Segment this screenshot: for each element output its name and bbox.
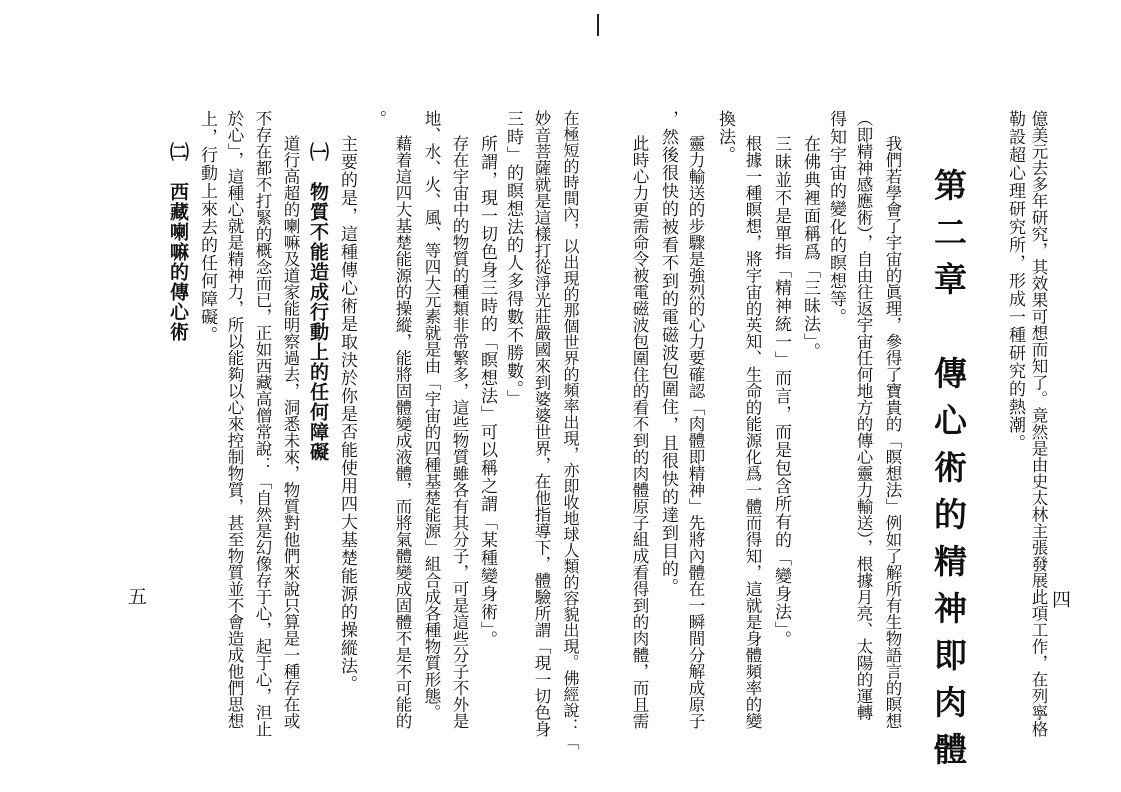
right-col-12: 此時心力更需命令被電磁波包圍住的看不到的肉體原子組成看得到的肉體，而且需 [630,135,649,729]
left-col-8: 。 [366,110,386,128]
left-col-7: 藉着這四大基楚能源的操縱，能將固體變成液體，而將氣體變成固體不是不可能的 [393,135,412,729]
left-col-14: 上，行動上來去的任何障礙。 [197,110,217,344]
right-col-9: 換法。 [715,110,735,164]
left-col-12: 不存在都不打緊的概念而已，正如西藏高僧常說：「自然是幻像存于心，起于心，泹止 [253,110,272,737]
chapter-title: 第二章 傳心術的精神即肉體 [929,168,968,779]
fold-mark [597,14,599,36]
left-col-4: 所謂，現一切色身三時的「瞑想法」可以稱之謂「某種變身術」。 [477,135,497,649]
left-col-11: 道行高超的喇嘛及道家能明察過去，洞悉未來，物質對他們來說只算是一種存在或 [281,135,300,729]
left-col-5: 存在宇宙中的物質的種類非常繁多，這些物質雖各有其分子，可是這些分子不外是 [450,135,469,729]
left-col-3: 三時」的瞑想法的人多得數不勝數。」 [503,110,523,408]
right-col-6: 在佛典裡面稱爲「三昧法」。 [800,135,820,361]
left-heading-2: ㈡ 西藏喇嘛的傳心術 [167,142,189,342]
left-col-9: 主要的是，這種傳心術是取決於你是否能使用四大基楚能源的操縱法。 [337,135,357,693]
left-col-1: 在極短的時間內，以出現的那個世界的頻率出現，亦即收地球人類的容貌出現。佛經說：「 [561,110,580,750]
right-col-1: 億美元去多年研究，其效果可想而知了。竟然是由史太林主張發展此項工作，在列寧格 [1029,110,1048,737]
right-col-7: 三昧並不是單指「精神統一」而言，而是包含所有的「變身法」。 [771,135,791,649]
left-col-13: 於心」，這種心就是精神力，所以能夠以心來控制物質，甚至物質並不會造成他們思想 [225,110,244,729]
right-col-10: 靈力輸送的步驟是強烈的心力要確認「肉體即精神」先將內體在一瞬間分解成原子 [686,135,705,729]
right-col-11: ，然後很快的被看不到的電磁波包圍住，且很快的達到目的。 [658,110,678,596]
right-col-5: 得知宇宙的變化的瞑想等。 [826,110,846,326]
page-number-right: 四 [1052,589,1072,611]
page-number-left: 五 [128,586,148,608]
left-heading-1: ㈠ 物質不能造成行動上的任何障礙 [307,142,329,462]
right-col-8: 根據一種瞑想，將宇宙的英知、生命的能源化爲一體而得知，這就是身體頻率的變 [743,135,762,729]
left-col-6: 地、水、火、風、等四大元素就是由「宇宙的四種基楚能源」組合成各種物質形態。 [422,110,441,721]
right-col-3: 我們若學會了宇宙的眞理，參得了寶貴的「瞑想法」例如了解所有生物語言的瞑想 [883,135,902,729]
right-col-4: （即精神感應術），自由往返宇宙任何地方的傳心靈力輸送），根據月亮、太陽的運轉 [854,110,873,721]
right-col-2: 勒設超心理研究所，形成一種研究的熱潮。 [1005,110,1025,452]
left-col-2: 妙音菩薩就是這樣打從淨光莊嚴國來到婆婆世界，在他指導下，體驗所謂「現一切色身 [532,110,551,737]
